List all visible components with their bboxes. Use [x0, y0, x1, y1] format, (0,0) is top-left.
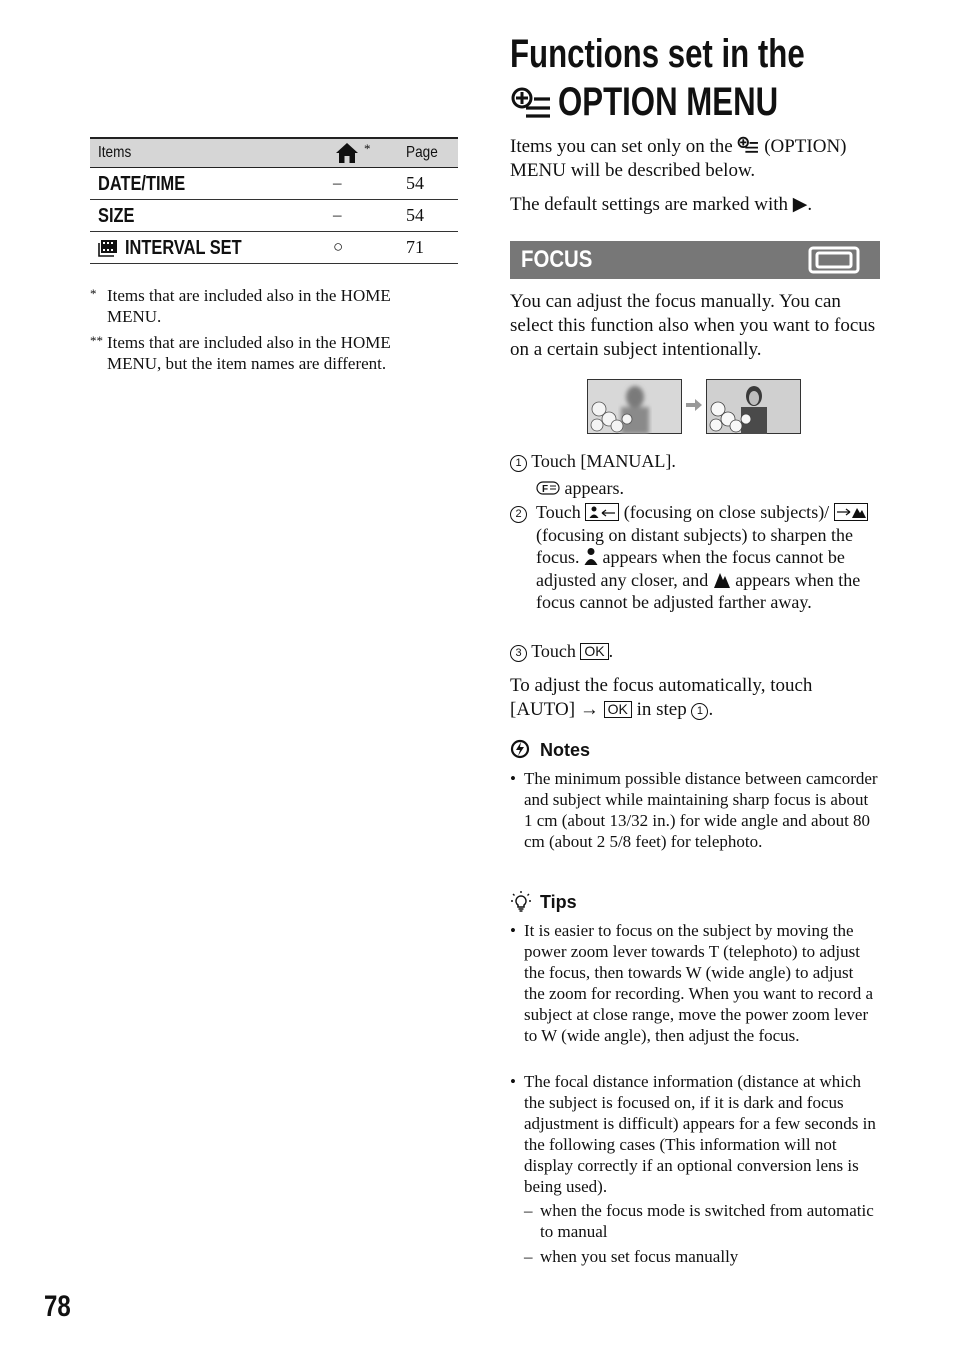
ok-button-icon: OK [580, 643, 608, 660]
item-name: INTERVAL SET [125, 237, 242, 259]
notes-title: Notes [540, 740, 591, 760]
items-table [90, 137, 458, 264]
col-page-header: Page [406, 144, 438, 161]
step-reference: 1 [691, 703, 708, 720]
item-page: 54 [406, 205, 424, 225]
table-row [90, 200, 458, 232]
step-2 [536, 501, 882, 614]
page-number: 78 [44, 1290, 71, 1323]
tip-subitem: when you set focus manually [540, 1247, 739, 1266]
intro-text-b: (OPTION) MENU will be described below. [510, 136, 847, 181]
auto-focus-note: To adjust the focus automatically, touch [AUTO] → OK in step 1 . [510, 675, 813, 720]
step-text: appears when the focus cannot be adjusted any closer, and [536, 547, 845, 590]
step-text: Touch [536, 502, 581, 522]
intro-text-a: Items you can set only on the [510, 136, 733, 157]
focus-near-button-icon [585, 503, 619, 521]
step-1-sub [536, 477, 876, 500]
table-row [90, 168, 458, 200]
blurred-photo [587, 379, 682, 439]
option-menu-icon-inline [737, 136, 764, 157]
item-home-mark: – [333, 173, 342, 192]
footnote [90, 285, 430, 327]
item-page: 71 [406, 237, 424, 257]
item-home-mark: ○ [333, 237, 344, 256]
step-2-number-wrap [510, 501, 536, 524]
footnote-marker: * [90, 286, 97, 301]
lightbulb-icon [510, 895, 536, 912]
ok-button-icon: OK [604, 701, 632, 718]
page-title [510, 30, 888, 126]
step-text: appears when the focus cannot be adjusted farther away. [536, 569, 861, 612]
item-home-mark: – [333, 205, 342, 224]
near-limit-icon [584, 547, 603, 567]
notes-icon [510, 743, 534, 760]
footnote [90, 332, 430, 374]
manual-focus-icon [536, 478, 565, 498]
focus-far-button-icon [834, 503, 868, 521]
table-header [90, 137, 458, 168]
focus-heading: FOCUS [521, 246, 593, 273]
notes-heading [510, 739, 590, 761]
footnote-marker: ** [90, 333, 103, 348]
film-icon [98, 239, 118, 262]
option-menu-icon [510, 86, 552, 125]
step-number: 1 [510, 455, 527, 472]
step-number: 3 [510, 645, 527, 662]
auto-text-b: in step [636, 699, 687, 720]
title-line-1: Functions set in the [510, 32, 805, 76]
far-limit-icon [713, 570, 736, 590]
title-line-2: OPTION MENU [558, 80, 779, 124]
svg-text:F: F [542, 484, 549, 495]
arrow-right-icon [685, 398, 703, 417]
camera-mode-icon [808, 246, 860, 279]
item-name: SIZE [98, 205, 135, 227]
home-icon [335, 142, 359, 169]
focus-description: You can adjust the focus manually. You can select this function also when you want to focus on a certain subject intentionally. [510, 291, 876, 360]
sharp-photo [706, 379, 801, 439]
step-text: Touch [MANUAL]. [531, 451, 676, 471]
item-name: DATE/TIME [98, 173, 186, 195]
list-item: • The focal distance information (distance at which the subject is focused on, if it is dark and focus adjustment is difficult) appears for a few seconds in the following cases (This information will not display correctly if an optional conversion lens is being used). [510, 1071, 878, 1197]
list-item: – when you set focus manually [524, 1246, 878, 1267]
footnote-text: Items that are included also in the HOME MENU, but the item names are different. [107, 333, 391, 373]
home-asterisk: * [364, 141, 371, 156]
footnote-text: Items that are included also in the HOME MENU. [107, 286, 391, 326]
intro-paragraph [510, 135, 882, 183]
step-3: 3 Touch OK . [510, 640, 882, 663]
focus-section-bar [510, 241, 880, 279]
tips-title: Tips [540, 892, 577, 912]
auto-text-a: To adjust the focus automatically, touch [AUTO] → [510, 675, 813, 720]
tip-text: It is easier to focus on the subject by moving the power zoom lever towards T (telephoto) to adjust the focus, then towards W (wide angle) to adjust the zoom for recording. When you want to record a subject at close range, move the power zoom lever to W (wide angle), then adjust the focus. [524, 921, 874, 1045]
step-text: (focusing on distant subjects) to sharpen the focus. [536, 524, 853, 567]
step-text: Touch [531, 641, 576, 661]
tips-heading [510, 890, 577, 913]
list-item: – when the focus mode is switched from automatic to manual [524, 1200, 878, 1242]
step-number: 2 [510, 506, 527, 523]
tip-subitem: when the focus mode is switched from automatic to manual [540, 1201, 874, 1241]
step-text: (focusing on close subjects)/ [623, 502, 830, 522]
default-settings-note: The default settings are marked with ▶. [510, 194, 813, 215]
note-text: The minimum possible distance between camcorder and subject while maintaining sharp focus is about 1 cm (about 13/32 in.) for wide angle and about 80 cm (about 2 5/8 feet) for telephoto. [524, 769, 878, 851]
list-item: • The minimum possible distance between camcorder and subject while maintaining sharp focus is about 1 cm (about 13/32 in.) for wide angle and about 80 cm (about 2 5/8 feet) for telephoto. [510, 769, 878, 851]
step-sub-text: appears. [564, 478, 624, 498]
tip-text: The focal distance information (distance at which the subject is focused on, if it is dark and focus adjustment is difficult) appears for a few seconds in the following cases (This information will not display correctly if an optional conversion lens is being used). [524, 1072, 876, 1196]
table-row [90, 232, 458, 264]
list-item: • It is easier to focus on the subject by moving the power zoom lever towards T (telephoto) to adjust the focus, then towards W (wide angle) to adjust the zoom for recording. When you want to record a subject at close range, move the power zoom lever to W (wide angle), then adjust the focus. [510, 920, 878, 1046]
item-page: 54 [406, 173, 424, 193]
step-1 [510, 450, 882, 473]
col-items-header: Items [98, 144, 132, 161]
